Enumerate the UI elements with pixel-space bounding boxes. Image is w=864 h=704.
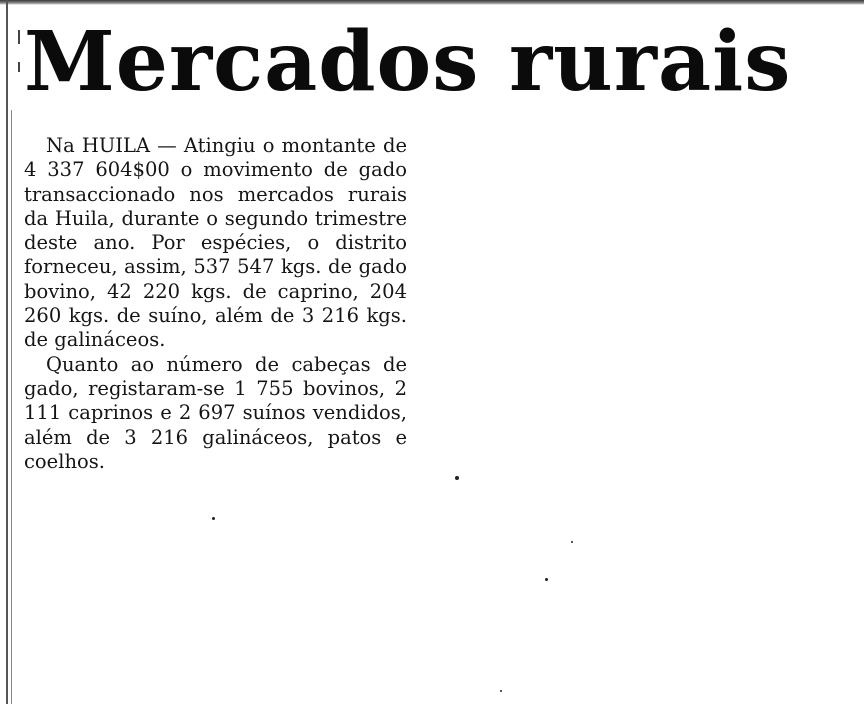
print-speck xyxy=(571,541,573,543)
print-speck xyxy=(500,690,502,692)
print-speck xyxy=(455,476,459,480)
article-body xyxy=(24,134,407,474)
top-border-rule xyxy=(0,0,864,5)
print-speck xyxy=(212,517,215,520)
left-column-rule xyxy=(6,0,8,704)
article-paragraph: Na HUILA — Atingiu o montante de 4 337 604$00 o movimento de gado transaccionado nos mercados rurais da Huila, durante o segundo trimestre deste ano. Por espécies, o distrito forneceu, assim, 537 547 kgs. de gado bovino, 42 220 kgs. de caprino, 204 260 kgs. de suíno, além de 3 216 kgs. de galináceos. xyxy=(24,134,407,352)
print-speck xyxy=(545,578,548,581)
gutter-mark xyxy=(18,30,20,44)
headline: Mercados rurais xyxy=(24,14,792,110)
gutter-mark xyxy=(18,62,20,72)
left-inner-rule xyxy=(11,110,12,704)
article-paragraph: Quanto ao número de cabeças de gado, registaram-se 1 755 bovinos, 2 111 caprinos e 2 697 suínos vendidos, além de 3 216 galináceos, patos e coelhos. xyxy=(24,352,407,473)
